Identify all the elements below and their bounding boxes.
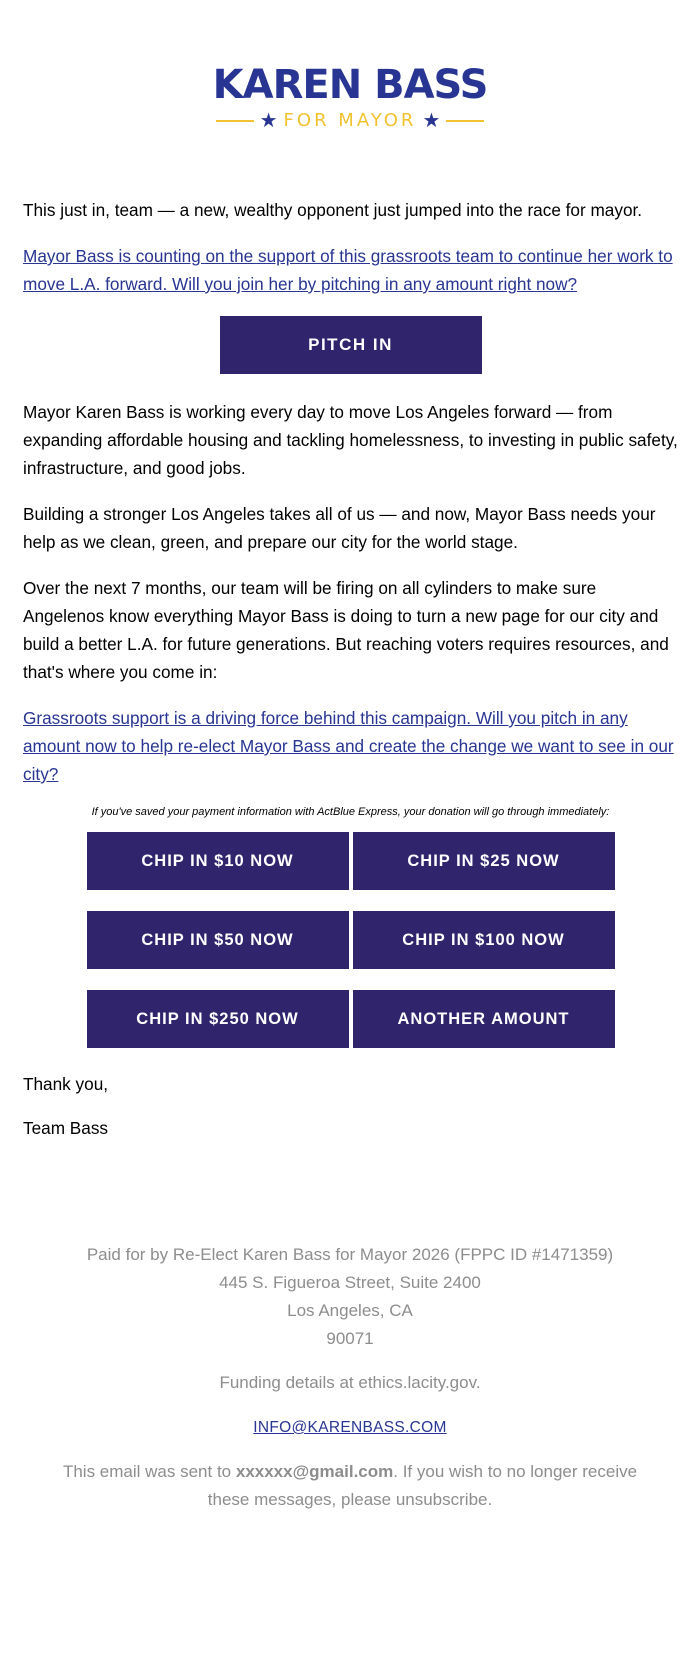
sent-prefix: This email was sent to [62, 1462, 236, 1481]
thanks-text: Thank you, [23, 1074, 109, 1094]
sent-suffix: . If you wish to no longer receive these messages, please unsubscribe. [207, 1462, 638, 1509]
donation-row [87, 832, 615, 890]
donation-row [87, 911, 615, 969]
email-content [23, 196, 678, 1158]
logo-divider-left [216, 120, 254, 122]
chip-in-250-button[interactable]: CHIP IN $250 NOW [87, 990, 349, 1048]
body-paragraph-3: Over the next 7 months, our team will be firing on all cylinders to make sure Angelenos know everything Mayor Bass is doing to turn a new page for our city and build a better L.A. for future generations. But reaching voters requires resources, and that's where you come in: [23, 578, 669, 682]
campaign-logo [0, 64, 700, 134]
funding-details: Funding details at ethics.lacity.gov. [219, 1373, 481, 1392]
email-footer [0, 1241, 700, 1514]
star-icon: ★ [422, 110, 441, 132]
chip-in-25-button[interactable]: CHIP IN $25 NOW [353, 832, 615, 890]
email-link-line [0, 1413, 700, 1442]
unsubscribe-notice [50, 1458, 650, 1514]
logo-divider-right [446, 120, 484, 122]
paid-for-disclaimer: Paid for by Re-Elect Karen Bass for Mayor 2026 (FPPC ID #1471359) [86, 1245, 614, 1264]
body-paragraph-1: Mayor Karen Bass is working every day to move Los Angeles forward — from expanding affordable housing and tackling homelessness, to investing in public safety, infrastructure, and good jobs. [23, 402, 678, 478]
chip-in-50-button[interactable]: CHIP IN $50 NOW [87, 911, 349, 969]
star-icon: ★ [259, 110, 278, 132]
body-paragraph-2: Building a stronger Los Angeles takes all of us — and now, Mayor Bass needs your help as we clean, green, and prepare our city for the world stage. [23, 504, 656, 552]
recipient-email: xxxxxx@gmail.com [235, 1462, 394, 1481]
address-zip: 90071 [326, 1329, 374, 1348]
grassroots-link[interactable]: Grassroots support is a driving force behind this campaign. Will you pitch in any amount now to help re-elect Mayor Bass and create the change we want to see in our city? [23, 708, 674, 784]
chip-in-10-button[interactable]: CHIP IN $10 NOW [87, 832, 349, 890]
signature: Team Bass [23, 1118, 109, 1138]
another-amount-button[interactable]: ANOTHER AMOUNT [353, 990, 615, 1048]
signoff [23, 1070, 678, 1142]
link-paragraph [23, 242, 678, 298]
address-line-1: 445 S. Figueroa Street, Suite 2400 [219, 1273, 481, 1292]
logo-tagline-row [0, 108, 700, 134]
logo-tagline: FOR MAYOR [283, 110, 417, 131]
donation-button-grid [87, 832, 615, 1048]
pitch-in-container [23, 316, 678, 374]
pitch-in-button[interactable]: PITCH IN [220, 316, 482, 374]
contact-email-link[interactable]: INFO@KARENBASS.COM [253, 1419, 447, 1436]
actblue-note: If you've saved your payment information with ActBlue Express, your donation will go through immediately: [91, 806, 610, 818]
donation-row [87, 990, 615, 1048]
link-paragraph-2 [23, 704, 678, 788]
chip-in-100-button[interactable]: CHIP IN $100 NOW [353, 911, 615, 969]
support-link[interactable]: Mayor Bass is counting on the support of this grassroots team to continue her work to move L.A. forward. Will you join her by pitching in any amount right now? [23, 246, 673, 294]
address-line-2: Los Angeles, CA [287, 1301, 413, 1320]
intro-text: This just in, team — a new, wealthy opponent just jumped into the race for mayor. [23, 200, 643, 220]
logo-name: KAREN BASS [212, 62, 488, 108]
